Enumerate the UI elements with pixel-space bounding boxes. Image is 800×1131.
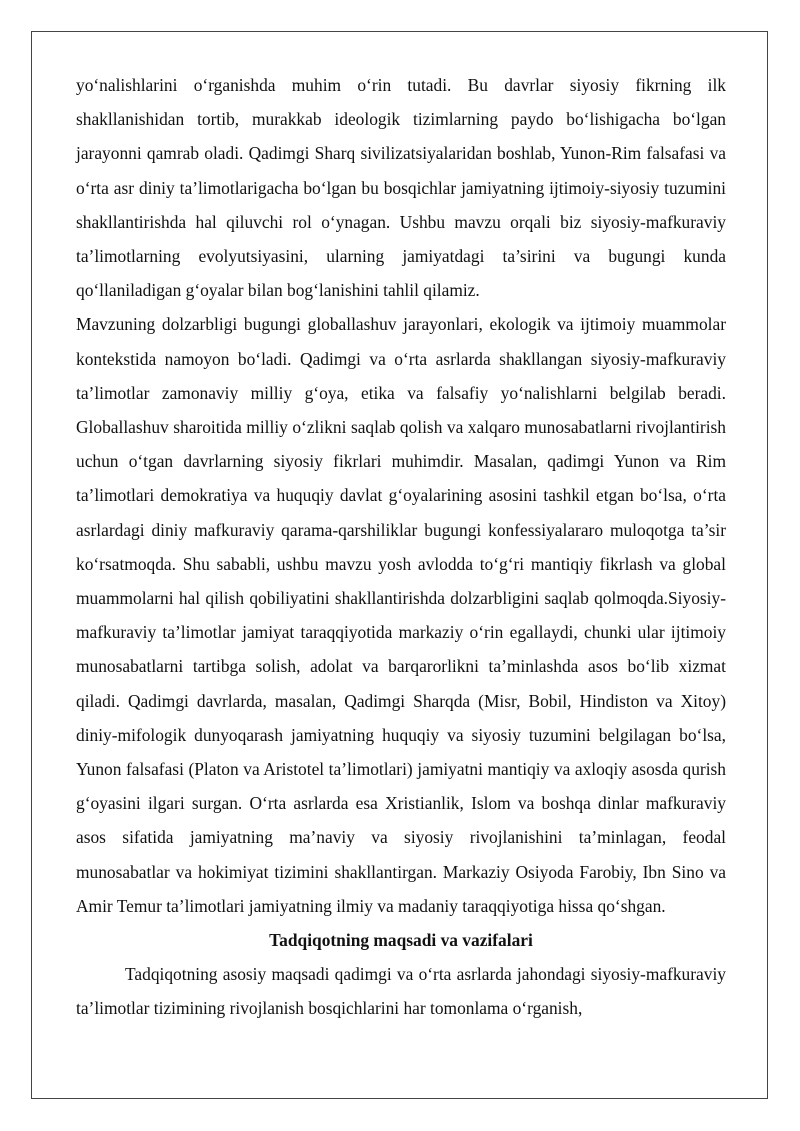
paragraph-intro: yo‘nalishlarini o‘rganishda muhim o‘rin tutadi. Bu davrlar siyosiy fikrning ilk shakllanishidan tortib, murakkab ideologik tizimlarning paydo bo‘lishigacha bo‘lgan jarayonni qamrab oladi. Qadimgi Sharq sivilizatsiyalaridan boshlab, Yunon-Rim falsafasi va o‘rta asr diniy ta’limotlarigacha bo‘lgan bu bosqichlar jamiyatning ijtimoiy-siyosiy tuzumini shakllantirishda hal qiluvchi rol o‘ynagan. Ushbu mavzu orqali biz siyosiy-mafkuraviy ta’limotlarning evolyutsiyasini, ularning jamiyatdagi ta’sirini va bugungi kunda qo‘llaniladigan g‘oyalar bilan bog‘lanishini tahlil qilamiz. bbox=[76, 75, 726, 301]
document-body bbox=[76, 68, 726, 1026]
section-heading: Tadqiqotning maqsadi va vazifalari bbox=[269, 930, 533, 951]
paragraph-relevance: Mavzuning dolzarbligi bugungi globallashuv jarayonlari, ekologik va ijtimoiy muammolar kontekstida namoyon bo‘ladi. Qadimgi va o‘rta asrlarda shakllangan siyosiy-mafkuraviy ta’limotlar zamonaviy milliy g‘oya, etika va falsafiy yo‘nalishlarni belgilab beradi. Globallashuv sharoitida milliy o‘zlikni saqlab qolish va xalqaro munosabatlarni rivojlantirish uchun o‘tgan davrlarning siyosiy fikrlari muhimdir. Masalan, qadimgi Yunon va Rim ta’limotlari demokratiya va huquqiy davlat g‘oyalarining asosini tashkil etgan bo‘lsa, o‘rta asrlardagi diniy mafkuraviy qarama-qarshiliklar bugungi konfessiyalararo muloqotga ta’sir ko‘rsatmoqda. Shu sababli, ushbu mavzu yosh avlodda to‘g‘ri mantiqiy fikrlash va global muammolarni hal qilish qobiliyatini shakllantirishda dolzarbligini saqlab qolmoqda.Siyosiy-mafkuraviy ta’limotlar jamiyat taraqqiyotida markaziy o‘rin egallaydi, chunki ular ijtimoiy munosabatlarni tartibga solish, adolat va barqarorlikni ta’minlashda asos bo‘lib xizmat qiladi. Qadimgi davrlarda, masalan, Qadimgi Sharqda (Misr, Bobil, Hindiston va Xitoy) diniy-mifologik dunyoqarash jamiyatning huquqiy va siyosiy tuzumini belgilagan bo‘lsa, Yunon falsafasi (Platon va Aristotel ta’limotlari) jamiyatni mantiqiy va axloqiy asosda qurish g‘oyasini ilgari surgan. O‘rta asrlarda esa Xristianlik, Islom va boshqa dinlar mafkuraviy asos sifatida jamiyatning ma’naviy va siyosiy rivojlanishini ta’minlagan, feodal munosabatlar va hokimiyat tizimini shakllantirgan. Markaziy Osiyoda Farobiy, Ibn Sino va Amir Temur ta’limotlari jamiyatning ilmiy va madaniy taraqqiyotiga hissa qo‘shgan. bbox=[76, 314, 726, 916]
paragraph-aim: Tadqiqotning asosiy maqsadi qadimgi va o‘rta asrlarda jahondagi siyosiy-mafkuraviy ta’limotlar tizimining rivojlanish bosqichlarini har tomonlama o‘rganish, bbox=[76, 964, 726, 1019]
